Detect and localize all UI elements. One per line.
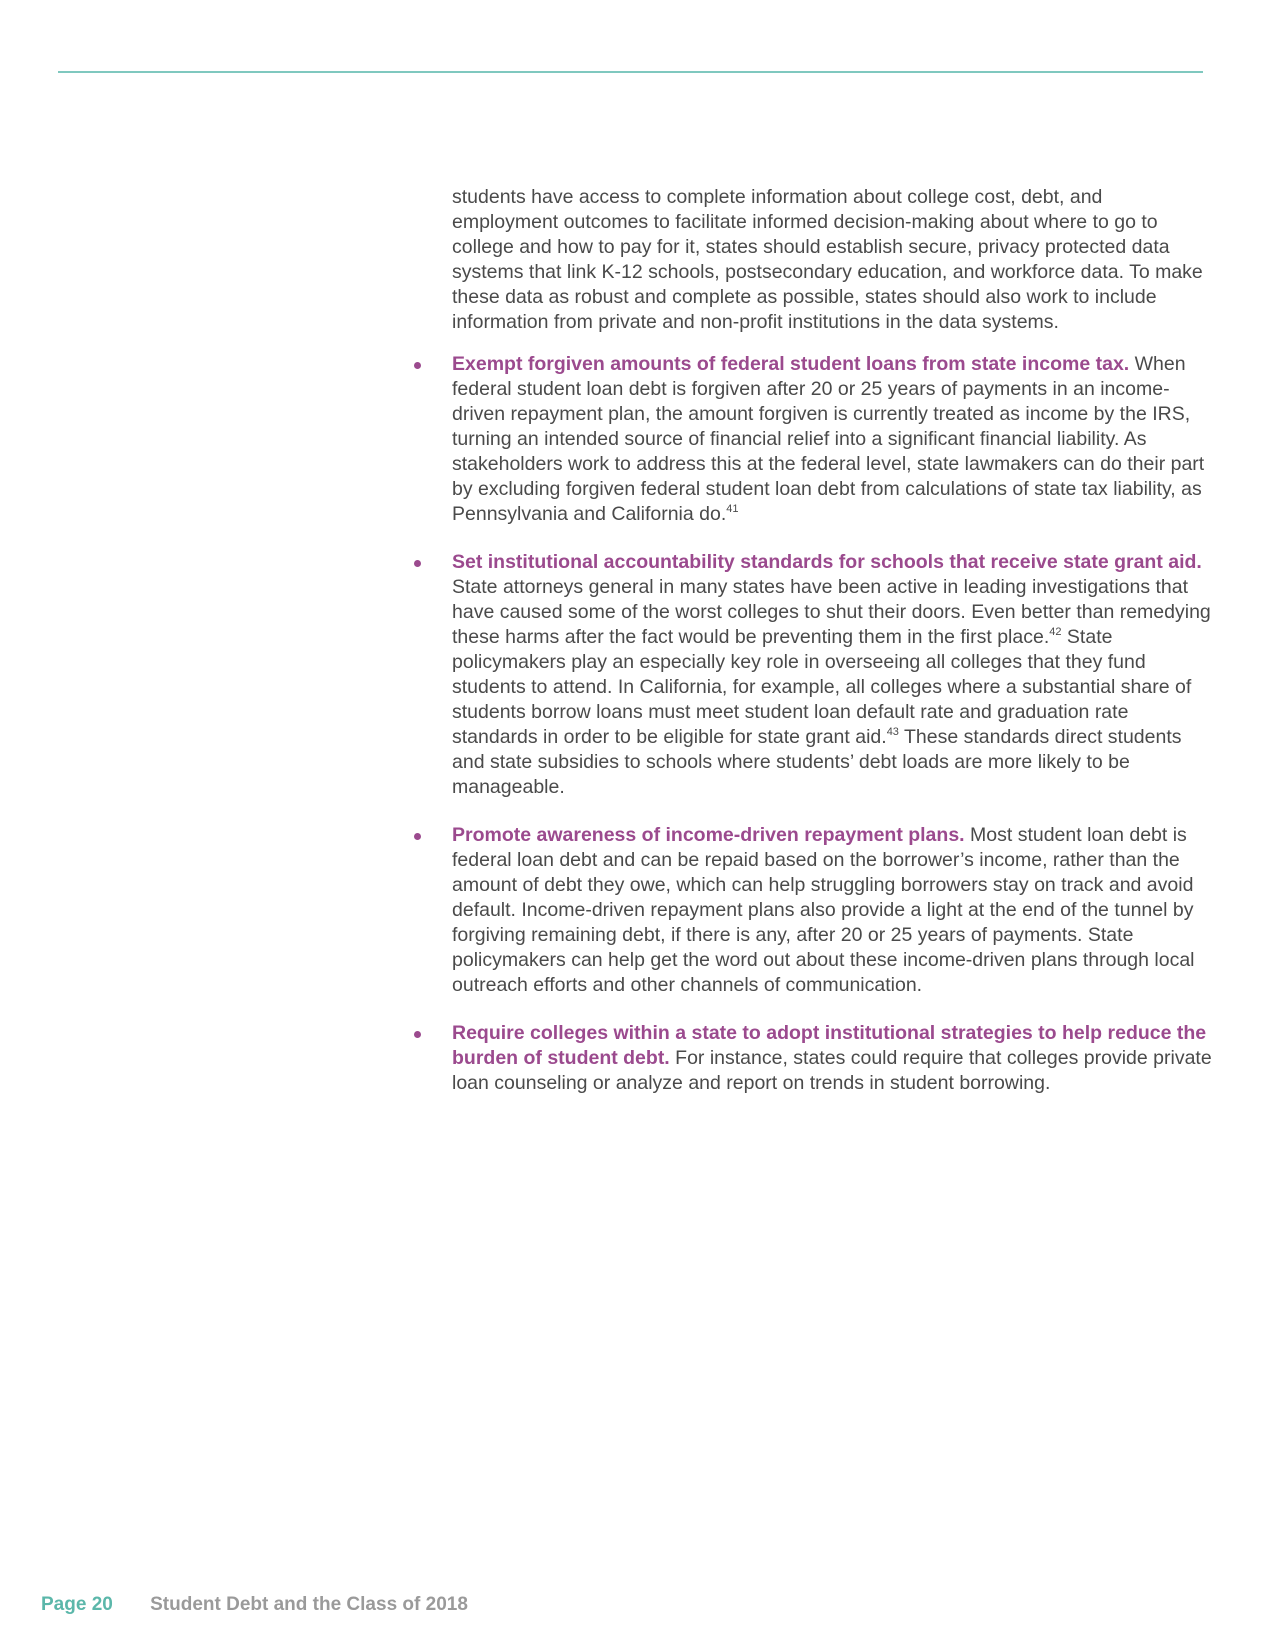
page-number: Page 20 [41, 1594, 113, 1615]
bullet-icon [414, 560, 421, 567]
bullet-body: For instance, states could require that colleges provide private loan counseling or analyze and report on trends in student borrowing. [452, 1047, 1212, 1094]
footnote-ref: 41 [726, 503, 739, 515]
bullet-body: State policymakers play an especially key role in overseeing all colleges that they fund students to attend. In California, for example, all colleges where a substantial share of students borrow loans must meet student loan default rate and graduation rate standards in order to be eligible for state grant aid. [452, 626, 1192, 748]
list-item [452, 823, 1212, 998]
bullet-body: When federal student loan debt is forgiven after 20 or 25 years of payments in an income-driven repayment plan, the amount forgiven is currently treated as income by the IRS, turning an intended source of financial relief into a significant financial liability. As stakeholders work to address this at the federal level, state lawmakers can do their part by excluding forgiven federal student loan debt from calculations of state tax liability, as Pennsylvania and California do. [452, 353, 1205, 525]
recommendation-list [452, 352, 1212, 1096]
bullet-icon [414, 1031, 421, 1038]
bullet-heading: Set institutional accountability standards for schools that receive state grant aid. [452, 551, 1202, 573]
bullet-icon [414, 833, 421, 840]
intro-paragraph: students have access to complete information about college cost, debt, and employment outcomes to facilitate informed decision-making about where to go to college and how to pay for it, states should establish secure, privacy protected data systems that link K-12 schools, postsecondary education, and workforce data. To make these data as robust and complete as possible, states should also work to include information from private and non-profit institutions in the data systems. [452, 186, 1203, 333]
main-content [452, 185, 1212, 1096]
page-footer [41, 1593, 468, 1617]
bullet-body: These standards direct students and state subsidies to schools where students’ debt loads are more likely to be manageable. [452, 726, 1182, 798]
bullet-body: State attorneys general in many states have been active in leading investigations that have caused some of the worst colleges to shut their doors. Even better than remedying these harms after the fact would be preventing them in the first place. [452, 576, 1211, 648]
bullet-body: Most student loan debt is federal loan debt and can be repaid based on the borrower’s income, rather than the amount of debt they owe, which can help struggling borrowers stay on track and avoid default. Income-driven repayment plans also provide a light at the end of the tunnel by forgiving remaining debt, if there is any, after 20 or 25 years of payments. State policymakers can help get the word out about these income-driven plans through local outreach efforts and other channels of communication. [452, 824, 1195, 996]
publication-title: Student Debt and the Class of 2018 [150, 1594, 468, 1615]
header-rule [58, 71, 1203, 73]
list-item [452, 550, 1212, 800]
footnote-ref: 43 [886, 726, 899, 738]
bullet-heading: Require colleges within a state to adopt institutional strategies to help reduce the burden of student debt. [452, 1022, 1207, 1069]
bullet-heading: Exempt forgiven amounts of federal student loans from state income tax. [452, 353, 1130, 375]
list-item [452, 1021, 1212, 1096]
footnote-ref: 42 [1049, 626, 1062, 638]
list-item [452, 352, 1212, 527]
bullet-heading: Promote awareness of income-driven repayment plans. [452, 824, 965, 846]
bullet-icon [414, 362, 421, 369]
